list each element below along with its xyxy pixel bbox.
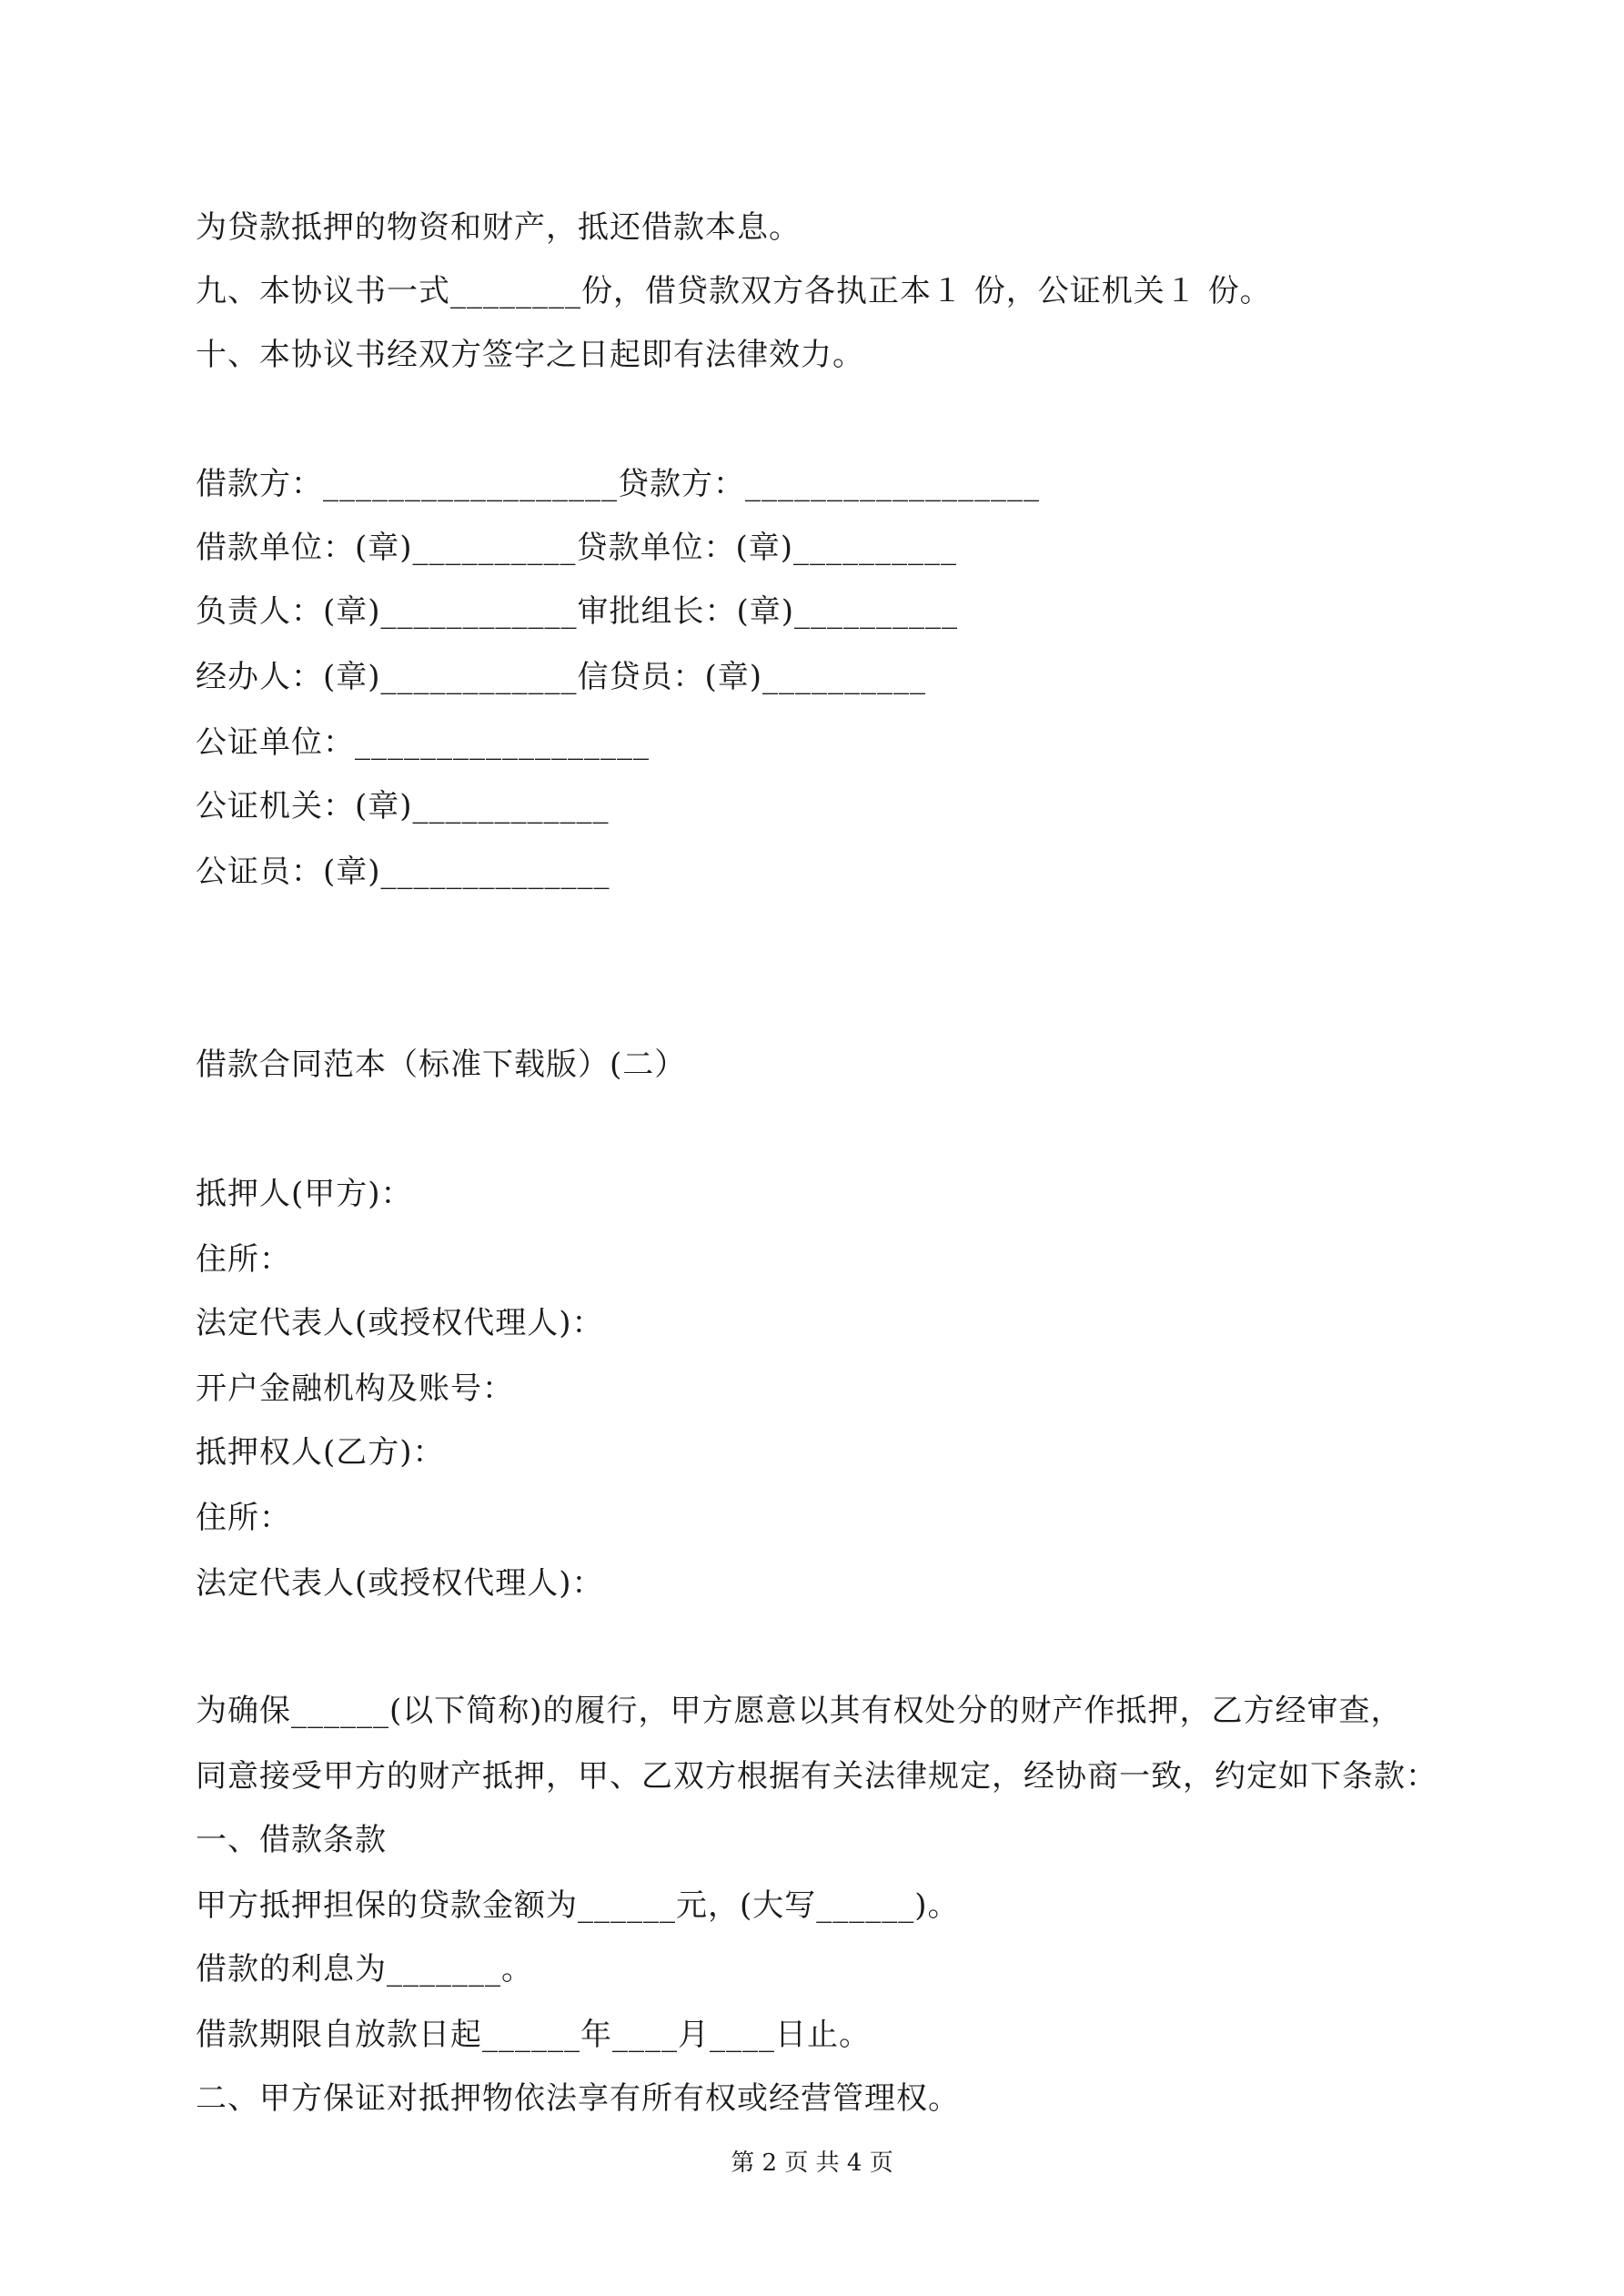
clause-heading: 二、甲方保证对抵押物依法享有所有权或经营管理权。 — [196, 2080, 960, 2117]
text-line: 为确保______(以下简称)的履行，甲方愿意以其有权处分的财产作抵押，乙方经审查， — [196, 1693, 1403, 1729]
party-field: 住所： — [196, 1500, 291, 1536]
signature-line: 公证员：(章)______________ — [196, 854, 610, 890]
signature-line: 公证机关：(章)____________ — [196, 788, 610, 824]
text-line: 同意接受甲方的财产抵押，甲、乙双方根据有关法律规定，经协商一致，约定如下条款： — [196, 1758, 1437, 1795]
party-field: 住所： — [196, 1241, 291, 1278]
text-line: 九、本协议书一式________份，借贷款双方各执正本１ 份，公证机关１ 份。 — [196, 273, 1272, 309]
text-line: 甲方抵押担保的贷款金额为______元，(大写______)。 — [196, 1887, 960, 1924]
section-title: 借款合同范本（标准下载版）(二） — [196, 1047, 687, 1083]
signature-line: 经办人：(章)____________信贷员：(章)__________ — [196, 659, 927, 695]
party-field: 法定代表人(或授权代理人)： — [196, 1565, 604, 1602]
signature-line: 借款单位：(章)__________贷款单位：(章)__________ — [196, 530, 958, 566]
text-line: 借款期限自放款日起______年____月____日止。 — [196, 2017, 871, 2053]
signature-line: 负责人：(章)____________审批组长：(章)__________ — [196, 593, 959, 630]
signature-line: 公证单位：__________________ — [196, 724, 650, 761]
clause-heading: 一、借款条款 — [196, 1822, 387, 1858]
text-line: 为贷款抵押的物资和财产，抵还借款本息。 — [196, 209, 801, 246]
page-number-footer: 第 2 页 共 4 页 — [731, 2149, 893, 2177]
text-line: 借款的利息为_______。 — [196, 1951, 533, 1988]
text-line: 十、本协议书经双方签字之日起即有法律效力。 — [196, 337, 864, 373]
party-field: 法定代表人(或授权代理人)： — [196, 1305, 604, 1341]
party-field: 抵押权人(乙方)： — [196, 1434, 445, 1471]
party-field: 抵押人(甲方)： — [196, 1176, 413, 1212]
signature-line: 借款方：__________________贷款方：__________________ — [196, 466, 1040, 502]
party-field: 开户金融机构及账号： — [196, 1371, 514, 1407]
